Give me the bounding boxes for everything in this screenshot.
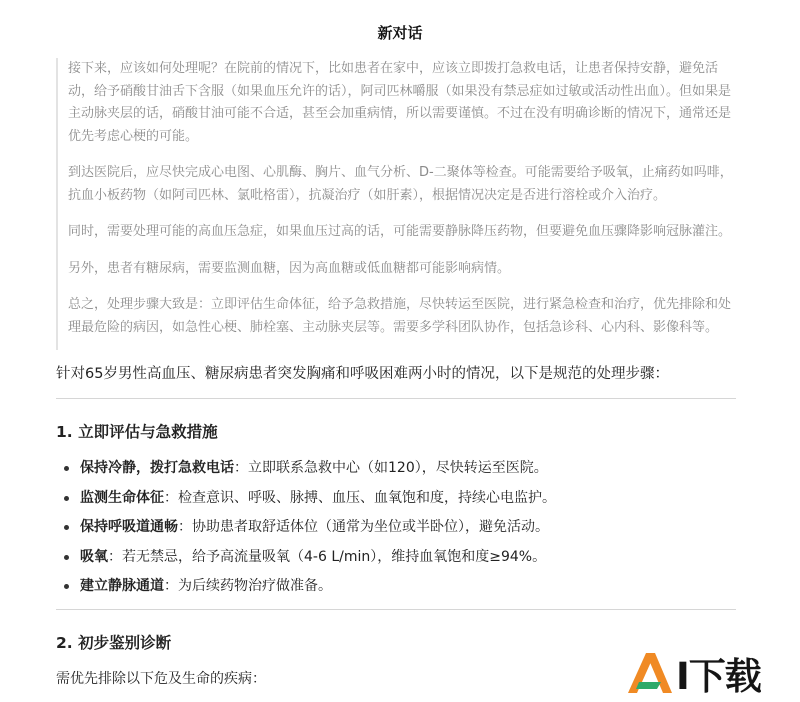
thinking-paragraph: 接下来，应该如何处理呢？在院前的情况下，比如患者在家中，应该立即拨打急救电话，让患者保持安静，避免活动，给予硝酸甘油舌下含服（如果血压允许的话），阿司匹林嚼服（如果没有禁忌症如过敏或活动性出血）。但如果是主动脉夹层的话，硝酸甘油可能不合适，甚至会加重病情，所以需要谨慎。不过在没有明确诊断的情况下，通常还是优先考虑心梗的可能。: [68, 61, 732, 144]
section-text: 需优先排除以下危及生命的疾病：: [56, 671, 266, 687]
a-logo-icon: [624, 651, 676, 695]
item-label: 监测生命体征: [80, 489, 164, 506]
item-text: ：协助患者取舒适体位（通常为坐位或半卧位），避免活动。: [178, 519, 549, 535]
item-label: 保持冷静，拨打急救电话: [80, 460, 234, 476]
list-item: [62, 547, 556, 577]
divider: [56, 609, 736, 610]
page-title: 新对话: [377, 24, 423, 42]
item-label: 建立静脉通道: [80, 578, 164, 594]
item-text: ：立即联系急救中心（如120），尽快转运至医院。: [234, 460, 548, 476]
item-label: 吸氧: [80, 548, 108, 565]
divider: [56, 398, 736, 399]
list-item: [62, 576, 556, 606]
answer-intro: 针对65岁男性高血压、糖尿病患者突发胸痛和呼吸困难两小时的情况，以下是规范的处理步骤：: [56, 366, 669, 382]
thinking-paragraph: 总之，处理步骤大致是：立即评估生命体征，给予急救措施，尽快转运至医院，进行紧急检查和治疗，优先排除和处理最危险的病因，如急性心梗、肺栓塞、主动脉夹层等。需要多学科团队协作，包括急诊科、心内科、影像科等。: [68, 297, 732, 335]
item-label: 保持呼吸道通畅: [80, 519, 178, 535]
item-text: ：为后续药物治疗做准备。: [164, 578, 332, 594]
item-text: ：若无禁忌，给予高流量吸氧（4-6 L/min），维持血氧饱和度≥94%。: [108, 548, 547, 565]
bullet-list: [62, 458, 556, 606]
list-item: [62, 517, 556, 547]
watermark-text: I下载: [676, 655, 761, 698]
section-heading: 2. 初步鉴别诊断: [56, 634, 172, 652]
thinking-paragraph: 另外，患者有糖尿病，需要监测血糖，因为高血糖或低血糖都可能影响病情。: [68, 260, 511, 276]
list-item: [62, 458, 556, 488]
section-heading: 1. 立即评估与急救措施: [56, 423, 218, 441]
watermark-logo: [624, 651, 770, 698]
thinking-paragraph: 同时，需要处理可能的高血压急症，如果血压过高的话，可能需要静脉降压药物，但要避免血压骤降影响冠脉灌注。: [68, 224, 732, 239]
thinking-block: [56, 58, 740, 350]
list-item: [62, 488, 556, 518]
item-text: ：检查意识、呼吸、脉搏、血压、血氧饱和度，持续心电监护。: [164, 489, 556, 506]
thinking-paragraph: 到达医院后，应尽快完成心电图、心肌酶、胸片、血气分析、D-二聚体等检查。可能需要给予吸氧，止痛药如吗啡，抗血小板药物（如阿司匹林、氯吡格雷），抗凝治疗（如肝素），根据情况决定是否进行溶栓或介入治疗。: [68, 165, 733, 203]
